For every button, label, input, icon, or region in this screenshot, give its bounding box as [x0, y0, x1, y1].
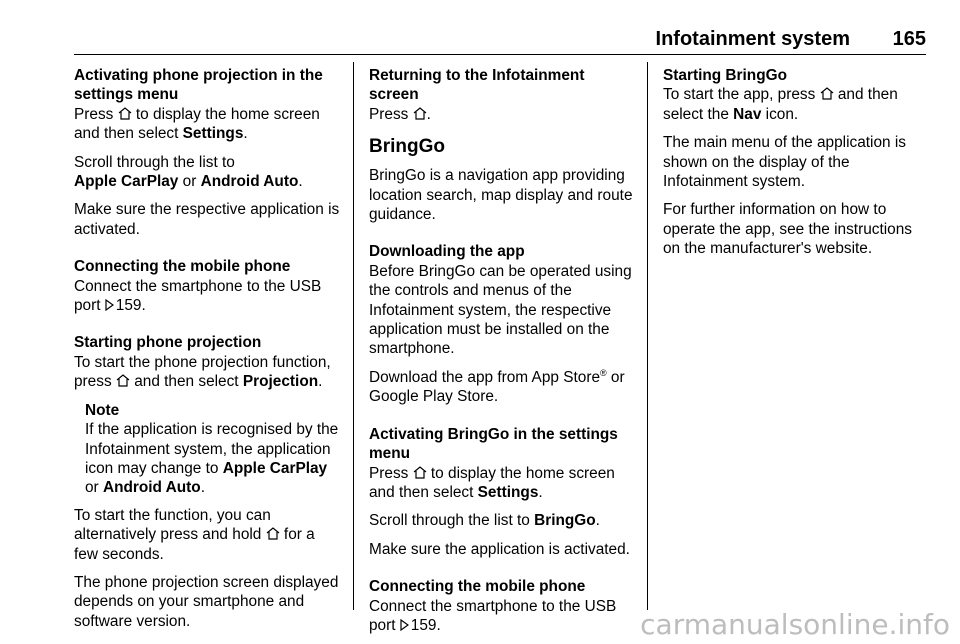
column-right [663, 66, 929, 268]
paragraph: Make sure the application is activated. [369, 540, 630, 558]
paragraph: To start the phone projection function, press and then select Projection. [74, 353, 331, 391]
column-left [74, 66, 340, 640]
note-heading: Note [85, 401, 120, 419]
page-title: Infotainment system [655, 28, 850, 50]
page-reference-arrow-icon [105, 299, 114, 311]
paragraph: For further information on how to operate the app, see the instructions on the manufacturer's website. [663, 201, 912, 258]
home-icon [820, 87, 834, 100]
section-heading: Downloading the app [369, 243, 525, 261]
section-heading: Starting BringGo [663, 67, 787, 84]
section-heading: Connecting the mobile phone [369, 578, 586, 596]
paragraph: The main menu of the application is shown on the display of the Infotainment system. [663, 134, 906, 191]
section-heading: Returning to the Infotainment screen [369, 67, 585, 104]
note-box [85, 401, 340, 498]
paragraph: Press to display the home screen and then select Settings. [74, 105, 320, 143]
paragraph: Scroll through the list to BringGo. [369, 512, 600, 530]
page-reference-arrow-icon [400, 619, 409, 631]
paragraph: Download the app from App Store® or Google Play Store. [369, 367, 625, 406]
section-heading: Activating BringGo in the settings menu [369, 425, 618, 463]
page-number: 165 [892, 28, 926, 50]
column-divider [353, 62, 354, 610]
home-icon [116, 374, 130, 387]
paragraph: The phone projection screen displayed depends on your smartphone and software version. [74, 573, 339, 630]
section-heading: Connecting the mobile phone [74, 258, 291, 276]
page-header [74, 26, 926, 55]
paragraph: BringGo is a navigation app providing location search, map display and route guidance. [369, 167, 633, 224]
paragraph: To start the app, press and then select the Nav icon. [663, 86, 898, 123]
section-heading: Activating phone projection in the settings menu [74, 67, 323, 104]
column-divider [647, 62, 648, 610]
paragraph: To start the function, you can alternatively press and hold for a few seconds. [74, 506, 315, 563]
paragraph: Before BringGo can be operated using the controls and menus of the Infotainment system, the respective application must be installed on the smartphone. [369, 262, 632, 358]
section-heading: Starting phone projection [74, 334, 262, 352]
paragraph: Make sure the respective application is activated. [74, 201, 340, 238]
note-text: If the application is recognised by the Infotainment system, the application icon may change to Apple CarPlay or Android Auto. [85, 421, 339, 497]
home-icon [413, 107, 427, 120]
paragraph: Connect the smartphone to the USB port 159. [74, 277, 322, 315]
column-middle [369, 66, 635, 644]
watermark: carmanualsonline.info [640, 608, 950, 641]
subsection-title: BringGo [369, 136, 445, 158]
paragraph: Connect the smartphone to the USB port 159. [369, 597, 617, 634]
paragraph: Scroll through the list to Apple CarPlay or Android Auto. [74, 153, 303, 191]
paragraph: Press to display the home screen and then select Settings. [369, 464, 615, 501]
paragraph: Press . [369, 105, 431, 123]
home-icon [413, 466, 427, 479]
home-icon [266, 527, 280, 540]
home-icon [118, 107, 132, 120]
